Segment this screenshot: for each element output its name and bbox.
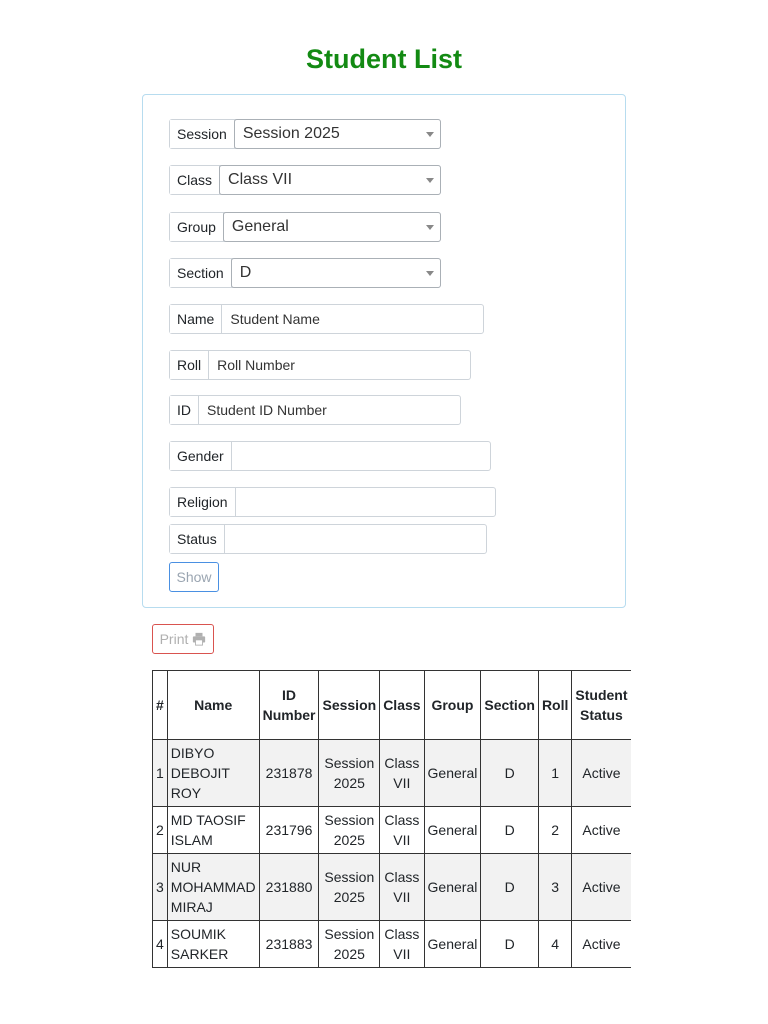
cell-group: General <box>424 740 481 807</box>
status-input[interactable] <box>225 525 486 553</box>
col-roll: Roll <box>538 671 571 740</box>
session-value: Session 2025 <box>242 125 340 142</box>
cell-num: 2 <box>153 807 168 854</box>
cell-name <box>167 854 259 921</box>
col-num: # <box>153 671 168 740</box>
print-button[interactable] <box>152 624 214 654</box>
id-label: ID <box>170 396 199 424</box>
cell-class <box>380 807 424 854</box>
filter-form <box>142 94 626 608</box>
group-select[interactable] <box>223 212 441 242</box>
table-header-row <box>153 671 631 740</box>
cell-name <box>167 740 259 807</box>
show-button[interactable]: Show <box>169 562 219 592</box>
chevron-down-icon <box>426 132 434 137</box>
cell-class-line: Class <box>384 869 420 885</box>
religion-field <box>169 487 496 517</box>
cell-class-line: VII <box>393 832 411 848</box>
cell-class-line: Class <box>384 926 420 942</box>
cell-name-line: NUR <box>170 859 202 875</box>
group-label: Group <box>170 213 224 241</box>
page-title: Student List <box>306 44 462 74</box>
section-field <box>169 258 441 288</box>
session-select[interactable] <box>234 119 441 149</box>
cell-name-line: SOUMIK <box>170 926 227 942</box>
class-value: Class VII <box>228 171 293 188</box>
session-label: Session <box>170 120 235 148</box>
cell-session-line: 2025 <box>333 889 365 905</box>
cell-id: 231880 <box>259 854 319 921</box>
cell-group: General <box>424 921 481 968</box>
cell-roll: 4 <box>538 921 571 968</box>
cell-section: D <box>481 921 539 968</box>
cell-class-line: Class <box>384 812 420 828</box>
class-select[interactable] <box>219 165 441 195</box>
group-field <box>169 212 441 242</box>
gender-input[interactable] <box>232 442 490 470</box>
cell-name-line: DIBYO <box>170 745 215 761</box>
cell-name <box>167 807 259 854</box>
col-id <box>259 671 319 740</box>
col-class: Class <box>380 671 424 740</box>
student-table-container <box>152 670 628 968</box>
col-group: Group <box>424 671 481 740</box>
gender-label: Gender <box>170 442 232 470</box>
cell-class <box>380 921 424 968</box>
cell-class-line: VII <box>393 946 411 962</box>
chevron-down-icon <box>426 178 434 183</box>
col-id-line1: ID <box>282 687 297 703</box>
cell-class <box>380 740 424 807</box>
cell-class <box>380 854 424 921</box>
printer-icon <box>192 632 206 646</box>
cell-class-line: VII <box>393 889 411 905</box>
group-value: General <box>231 218 289 235</box>
print-label: Print <box>159 631 189 647</box>
status-field <box>169 524 487 554</box>
cell-session-line: 2025 <box>333 946 365 962</box>
cell-name-line: MOHAMMAD <box>170 879 256 895</box>
table-row <box>153 740 631 807</box>
cell-num: 3 <box>153 854 168 921</box>
chevron-down-icon <box>426 225 434 230</box>
cell-section: D <box>481 740 539 807</box>
cell-roll: 2 <box>538 807 571 854</box>
name-label: Name <box>170 305 222 333</box>
cell-name-line: SARKER <box>170 946 229 962</box>
religion-input[interactable] <box>236 488 495 516</box>
status-label: Status <box>170 525 225 553</box>
name-input[interactable]: Student Name <box>230 311 320 327</box>
roll-label: Roll <box>170 351 209 379</box>
cell-session-line: Session <box>324 926 375 942</box>
session-field <box>169 119 441 149</box>
cell-session <box>319 921 380 968</box>
name-field <box>169 304 484 334</box>
cell-status: Active <box>572 740 631 807</box>
table-row <box>153 921 631 968</box>
cell-session-line: Session <box>324 755 375 771</box>
chevron-down-icon <box>426 271 434 276</box>
section-select[interactable] <box>231 258 441 288</box>
table-row <box>153 807 631 854</box>
cell-class-line: VII <box>393 775 411 791</box>
gender-field <box>169 441 491 471</box>
id-field <box>169 395 461 425</box>
roll-input[interactable]: Roll Number <box>217 357 295 373</box>
cell-id: 231796 <box>259 807 319 854</box>
religion-label: Religion <box>170 488 236 516</box>
roll-field <box>169 350 471 380</box>
cell-name-line: MIRAJ <box>170 899 213 915</box>
cell-roll: 1 <box>538 740 571 807</box>
cell-name-line: DEBOJIT ROY <box>170 765 230 801</box>
cell-group: General <box>424 854 481 921</box>
cell-section: D <box>481 854 539 921</box>
student-table <box>152 670 631 968</box>
cell-roll: 3 <box>538 854 571 921</box>
cell-session <box>319 807 380 854</box>
class-field <box>169 165 441 195</box>
cell-session <box>319 740 380 807</box>
section-label: Section <box>170 259 232 287</box>
cell-name <box>167 921 259 968</box>
cell-section: D <box>481 807 539 854</box>
cell-session-line: Session <box>324 869 375 885</box>
col-status <box>572 671 631 740</box>
cell-name-line: ISLAM <box>170 832 213 848</box>
cell-id: 231883 <box>259 921 319 968</box>
col-session: Session <box>319 671 380 740</box>
cell-session <box>319 854 380 921</box>
cell-num: 1 <box>153 740 168 807</box>
id-input[interactable]: Student ID Number <box>207 402 327 418</box>
class-label: Class <box>170 166 220 194</box>
section-value: D <box>239 264 252 281</box>
table-row <box>153 854 631 921</box>
cell-name-line: MD TAOSIF <box>170 812 246 828</box>
col-id-line2: Number <box>262 707 316 723</box>
cell-status: Active <box>572 921 631 968</box>
col-status-line1: Student <box>575 687 628 703</box>
cell-session-line: 2025 <box>333 832 365 848</box>
cell-id: 231878 <box>259 740 319 807</box>
cell-session-line: Session <box>324 812 375 828</box>
cell-status: Active <box>572 854 631 921</box>
col-status-line2: Status <box>580 707 623 723</box>
cell-class-line: Class <box>384 755 420 771</box>
cell-group: General <box>424 807 481 854</box>
cell-num: 4 <box>153 921 168 968</box>
col-name: Name <box>167 671 259 740</box>
cell-session-line: 2025 <box>333 775 365 791</box>
col-section: Section <box>481 671 539 740</box>
cell-status: Active <box>572 807 631 854</box>
